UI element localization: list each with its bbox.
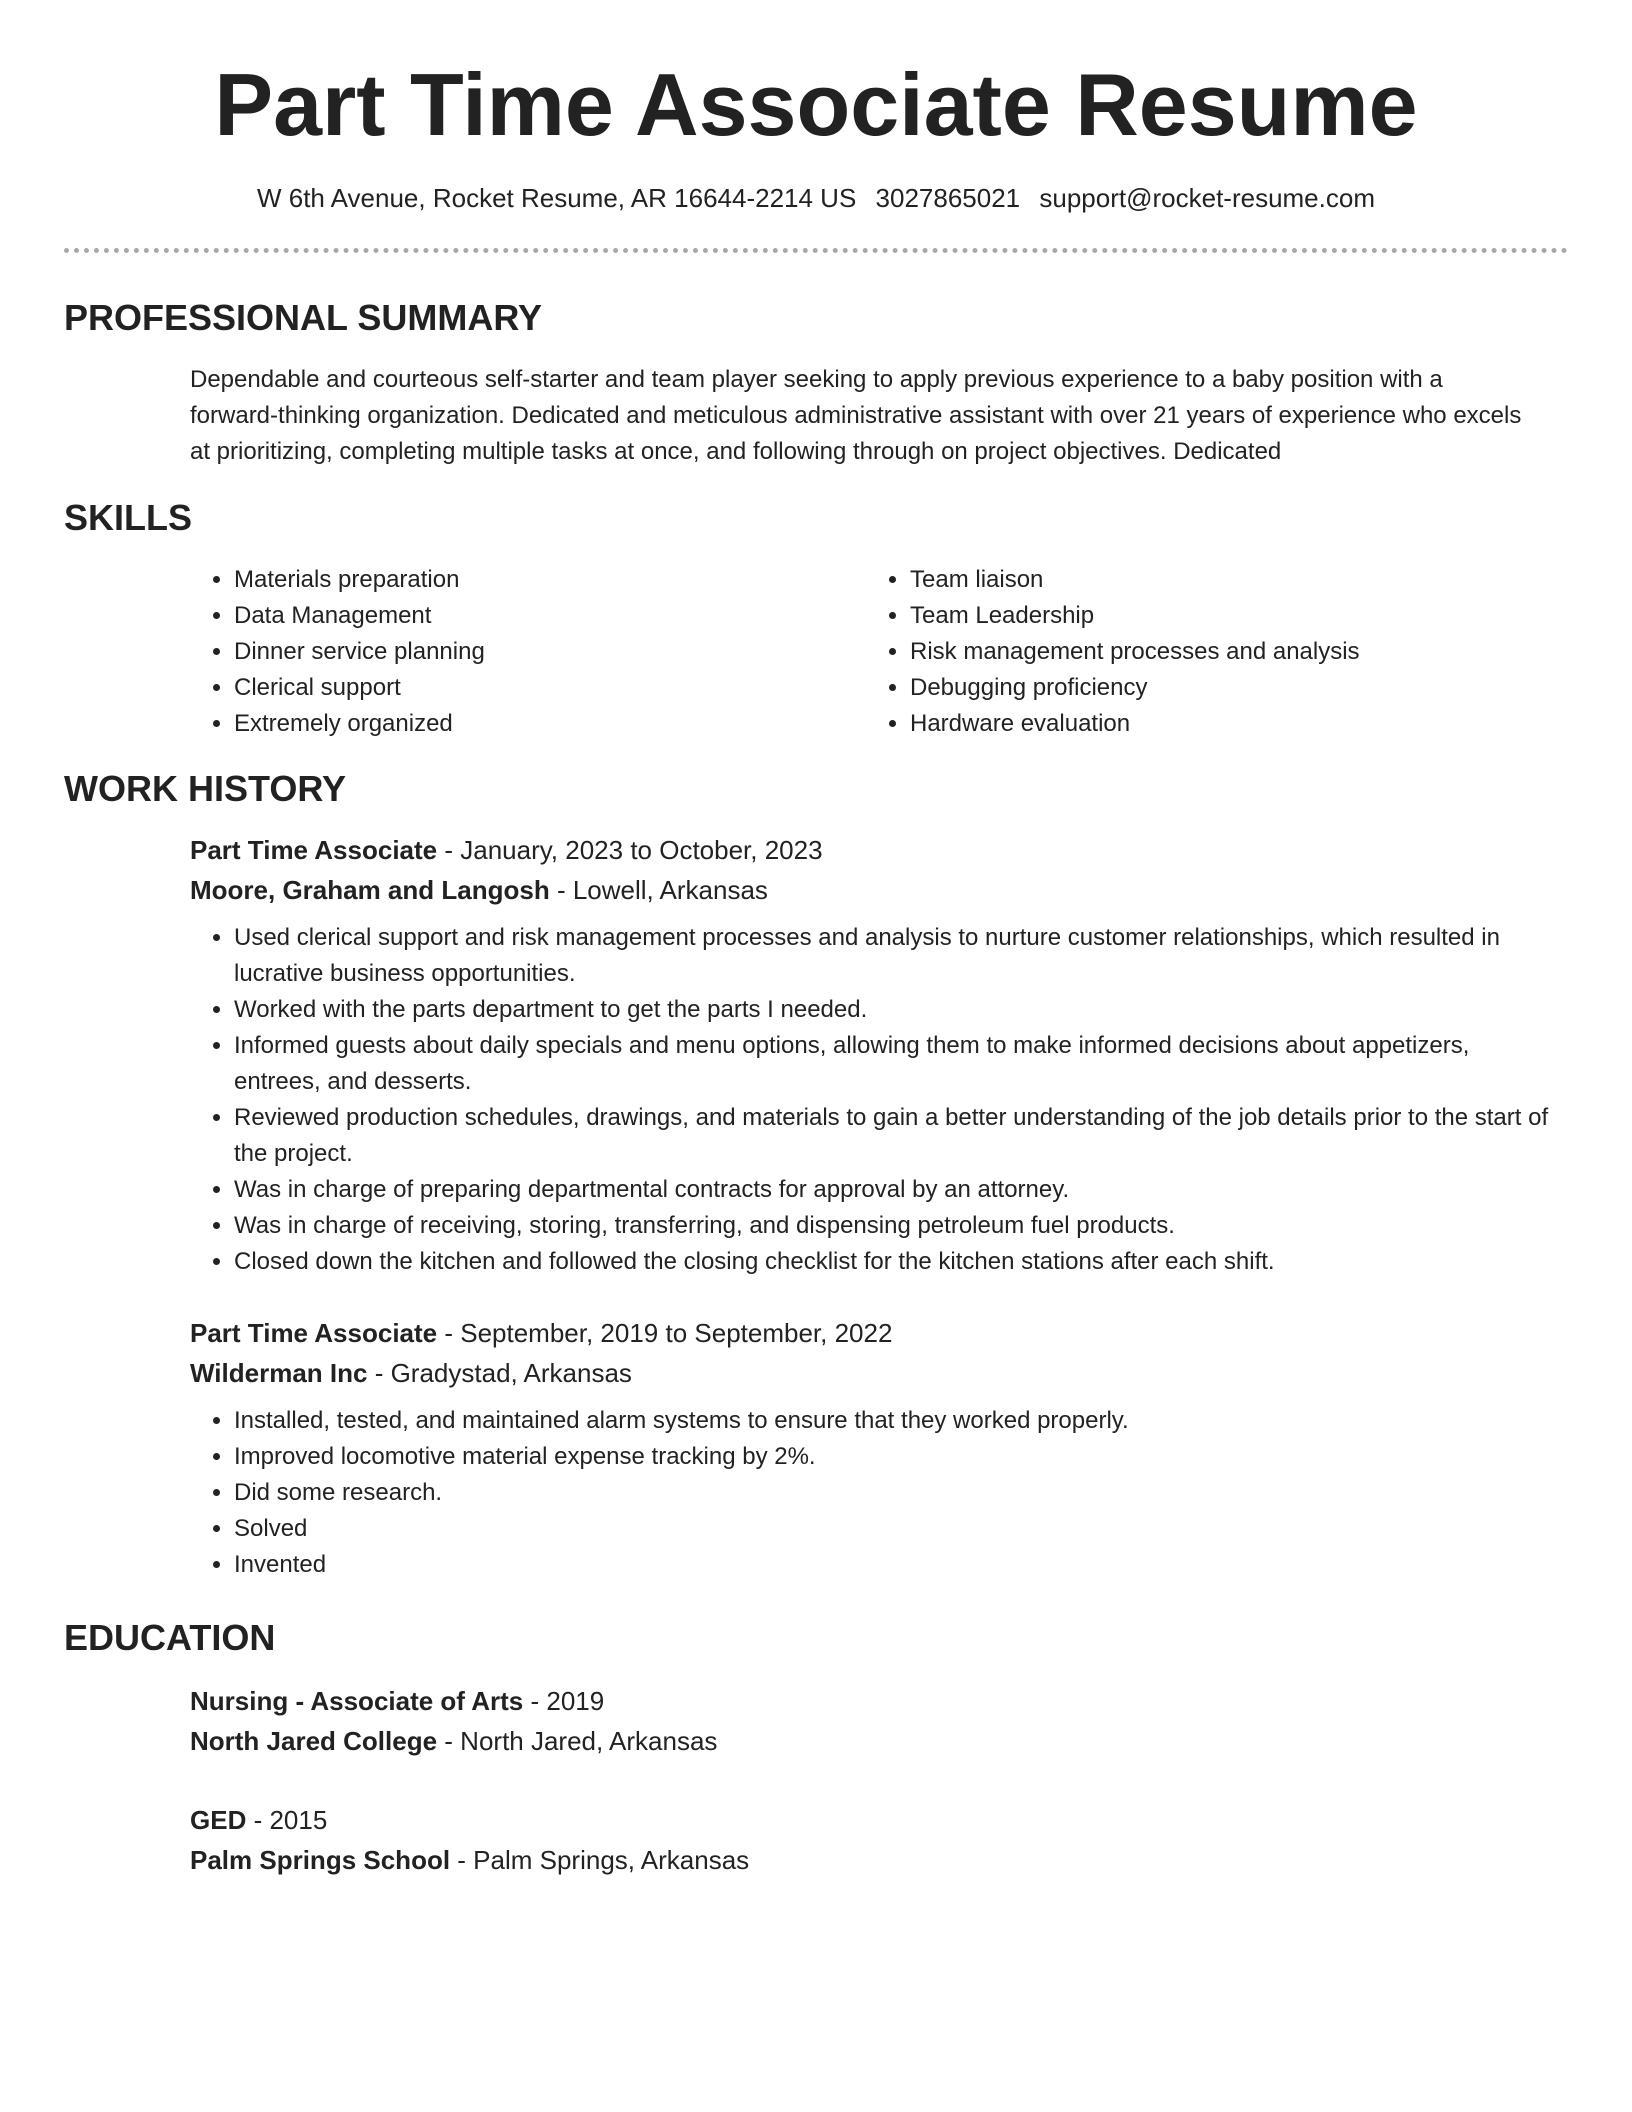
header-divider [64, 248, 1568, 253]
dash-separator: - [523, 1686, 547, 1716]
contact-email: support@rocket-resume.com [1039, 183, 1375, 213]
job-location: Lowell, Arkansas [572, 875, 768, 905]
job-bullet: • Did some research. [234, 1475, 1550, 1511]
education-degree-line [190, 1800, 1550, 1840]
education-heading: EDUCATION [64, 1617, 276, 1658]
contact-line [0, 178, 1632, 218]
education-entry [190, 1681, 1550, 1761]
education-entry [190, 1800, 1550, 1880]
education-year: 2015 [269, 1805, 328, 1835]
job-bullet: • Used clerical support and risk management processes and analysis to nurture customer relationships, which resulted in lucrative business opportunities. [234, 920, 1550, 992]
job-entry [190, 830, 1550, 1280]
skill-item: • Extremely organized [234, 706, 830, 742]
job-bullet: • Worked with the parts department to get the parts I needed. [234, 992, 1550, 1028]
summary-heading: PROFESSIONAL SUMMARY [64, 297, 543, 338]
job-bullet: • Reviewed production schedules, drawings, and materials to gain a better understanding of the job details prior to the start of the project. [234, 1100, 1550, 1172]
dash-separator: - [246, 1805, 270, 1835]
job-title-line [190, 1313, 1550, 1353]
skill-item: • Materials preparation [234, 562, 830, 598]
dash-separator: - [437, 1318, 461, 1348]
job-entry [190, 1313, 1550, 1583]
education-degree: GED [190, 1805, 247, 1835]
dash-separator: - [549, 875, 573, 905]
job-title-line [190, 830, 1550, 870]
contact-phone: 3027865021 [875, 183, 1021, 213]
job-company-line [190, 1353, 1550, 1393]
job-company: Moore, Graham and Langosh [190, 875, 550, 905]
dash-separator: - [437, 835, 461, 865]
education-location: Palm Springs, Arkansas [473, 1845, 750, 1875]
skill-item: • Risk management processes and analysis [910, 634, 1546, 670]
job-company-line [190, 870, 1550, 910]
job-bullet: • Informed guests about daily specials and menu options, allowing them to make informed decisions about appetizers, entrees, and desserts. [234, 1028, 1550, 1100]
education-school: North Jared College [190, 1726, 438, 1756]
education-degree: Nursing - Associate of Arts [190, 1686, 524, 1716]
job-position: Part Time Associate [190, 1318, 438, 1348]
summary-text: Dependable and courteous self-starter and team player seeking to apply previous experience to a baby position with a forward-thinking organization. Dedicated and meticulous administrative assistant with over 21 years of experience who excels at prioritizing, completing multiple tasks at once, and following through on project objectives. Dedicated [190, 366, 1522, 465]
skill-item: • Team liaison [910, 562, 1546, 598]
job-bullet: • Was in charge of receiving, storing, transferring, and dispensing petroleum fuel products. [234, 1208, 1550, 1244]
dash-separator: - [367, 1358, 391, 1388]
work-history-heading: WORK HISTORY [64, 768, 347, 809]
dash-separator: - [450, 1845, 474, 1875]
job-bullet: • Closed down the kitchen and followed the closing checklist for the kitchen stations after each shift. [234, 1244, 1550, 1280]
skills-left-column [190, 562, 830, 742]
job-bullet: • Invented [234, 1547, 1550, 1583]
skill-item: • Clerical support [234, 670, 830, 706]
skill-item: • Team Leadership [910, 598, 1546, 634]
skill-item: • Dinner service planning [234, 634, 830, 670]
job-location: Gradystad, Arkansas [390, 1358, 632, 1388]
job-company: Wilderman Inc [190, 1358, 368, 1388]
education-school-line [190, 1721, 1550, 1761]
job-position: Part Time Associate [190, 835, 438, 865]
job-bullet: • Solved [234, 1511, 1550, 1547]
job-bullets [190, 920, 1550, 1280]
job-bullet: • Improved locomotive material expense tracking by 2%. [234, 1439, 1550, 1475]
education-degree-line [190, 1681, 1550, 1721]
education-location: North Jared, Arkansas [460, 1726, 718, 1756]
job-bullet: • Was in charge of preparing departmental contracts for approval by an attorney. [234, 1172, 1550, 1208]
education-school: Palm Springs School [190, 1845, 451, 1875]
skills-right-column [866, 562, 1546, 742]
job-dates: September, 2019 to September, 2022 [460, 1318, 893, 1348]
job-bullets [190, 1403, 1550, 1583]
skill-item: • Data Management [234, 598, 830, 634]
education-school-line [190, 1840, 1550, 1880]
resume-title: Part Time Associate Resume [214, 55, 1418, 154]
skills-heading: SKILLS [64, 497, 193, 538]
skill-item: • Debugging proficiency [910, 670, 1546, 706]
dash-separator: - [437, 1726, 461, 1756]
contact-address: W 6th Avenue, Rocket Resume, AR 16644-2214 US [256, 183, 857, 213]
job-dates: January, 2023 to October, 2023 [460, 835, 823, 865]
job-bullet: • Installed, tested, and maintained alarm systems to ensure that they worked properly. [234, 1403, 1550, 1439]
skill-item: • Hardware evaluation [910, 706, 1546, 742]
education-year: 2019 [546, 1686, 605, 1716]
summary-section [190, 362, 1530, 470]
